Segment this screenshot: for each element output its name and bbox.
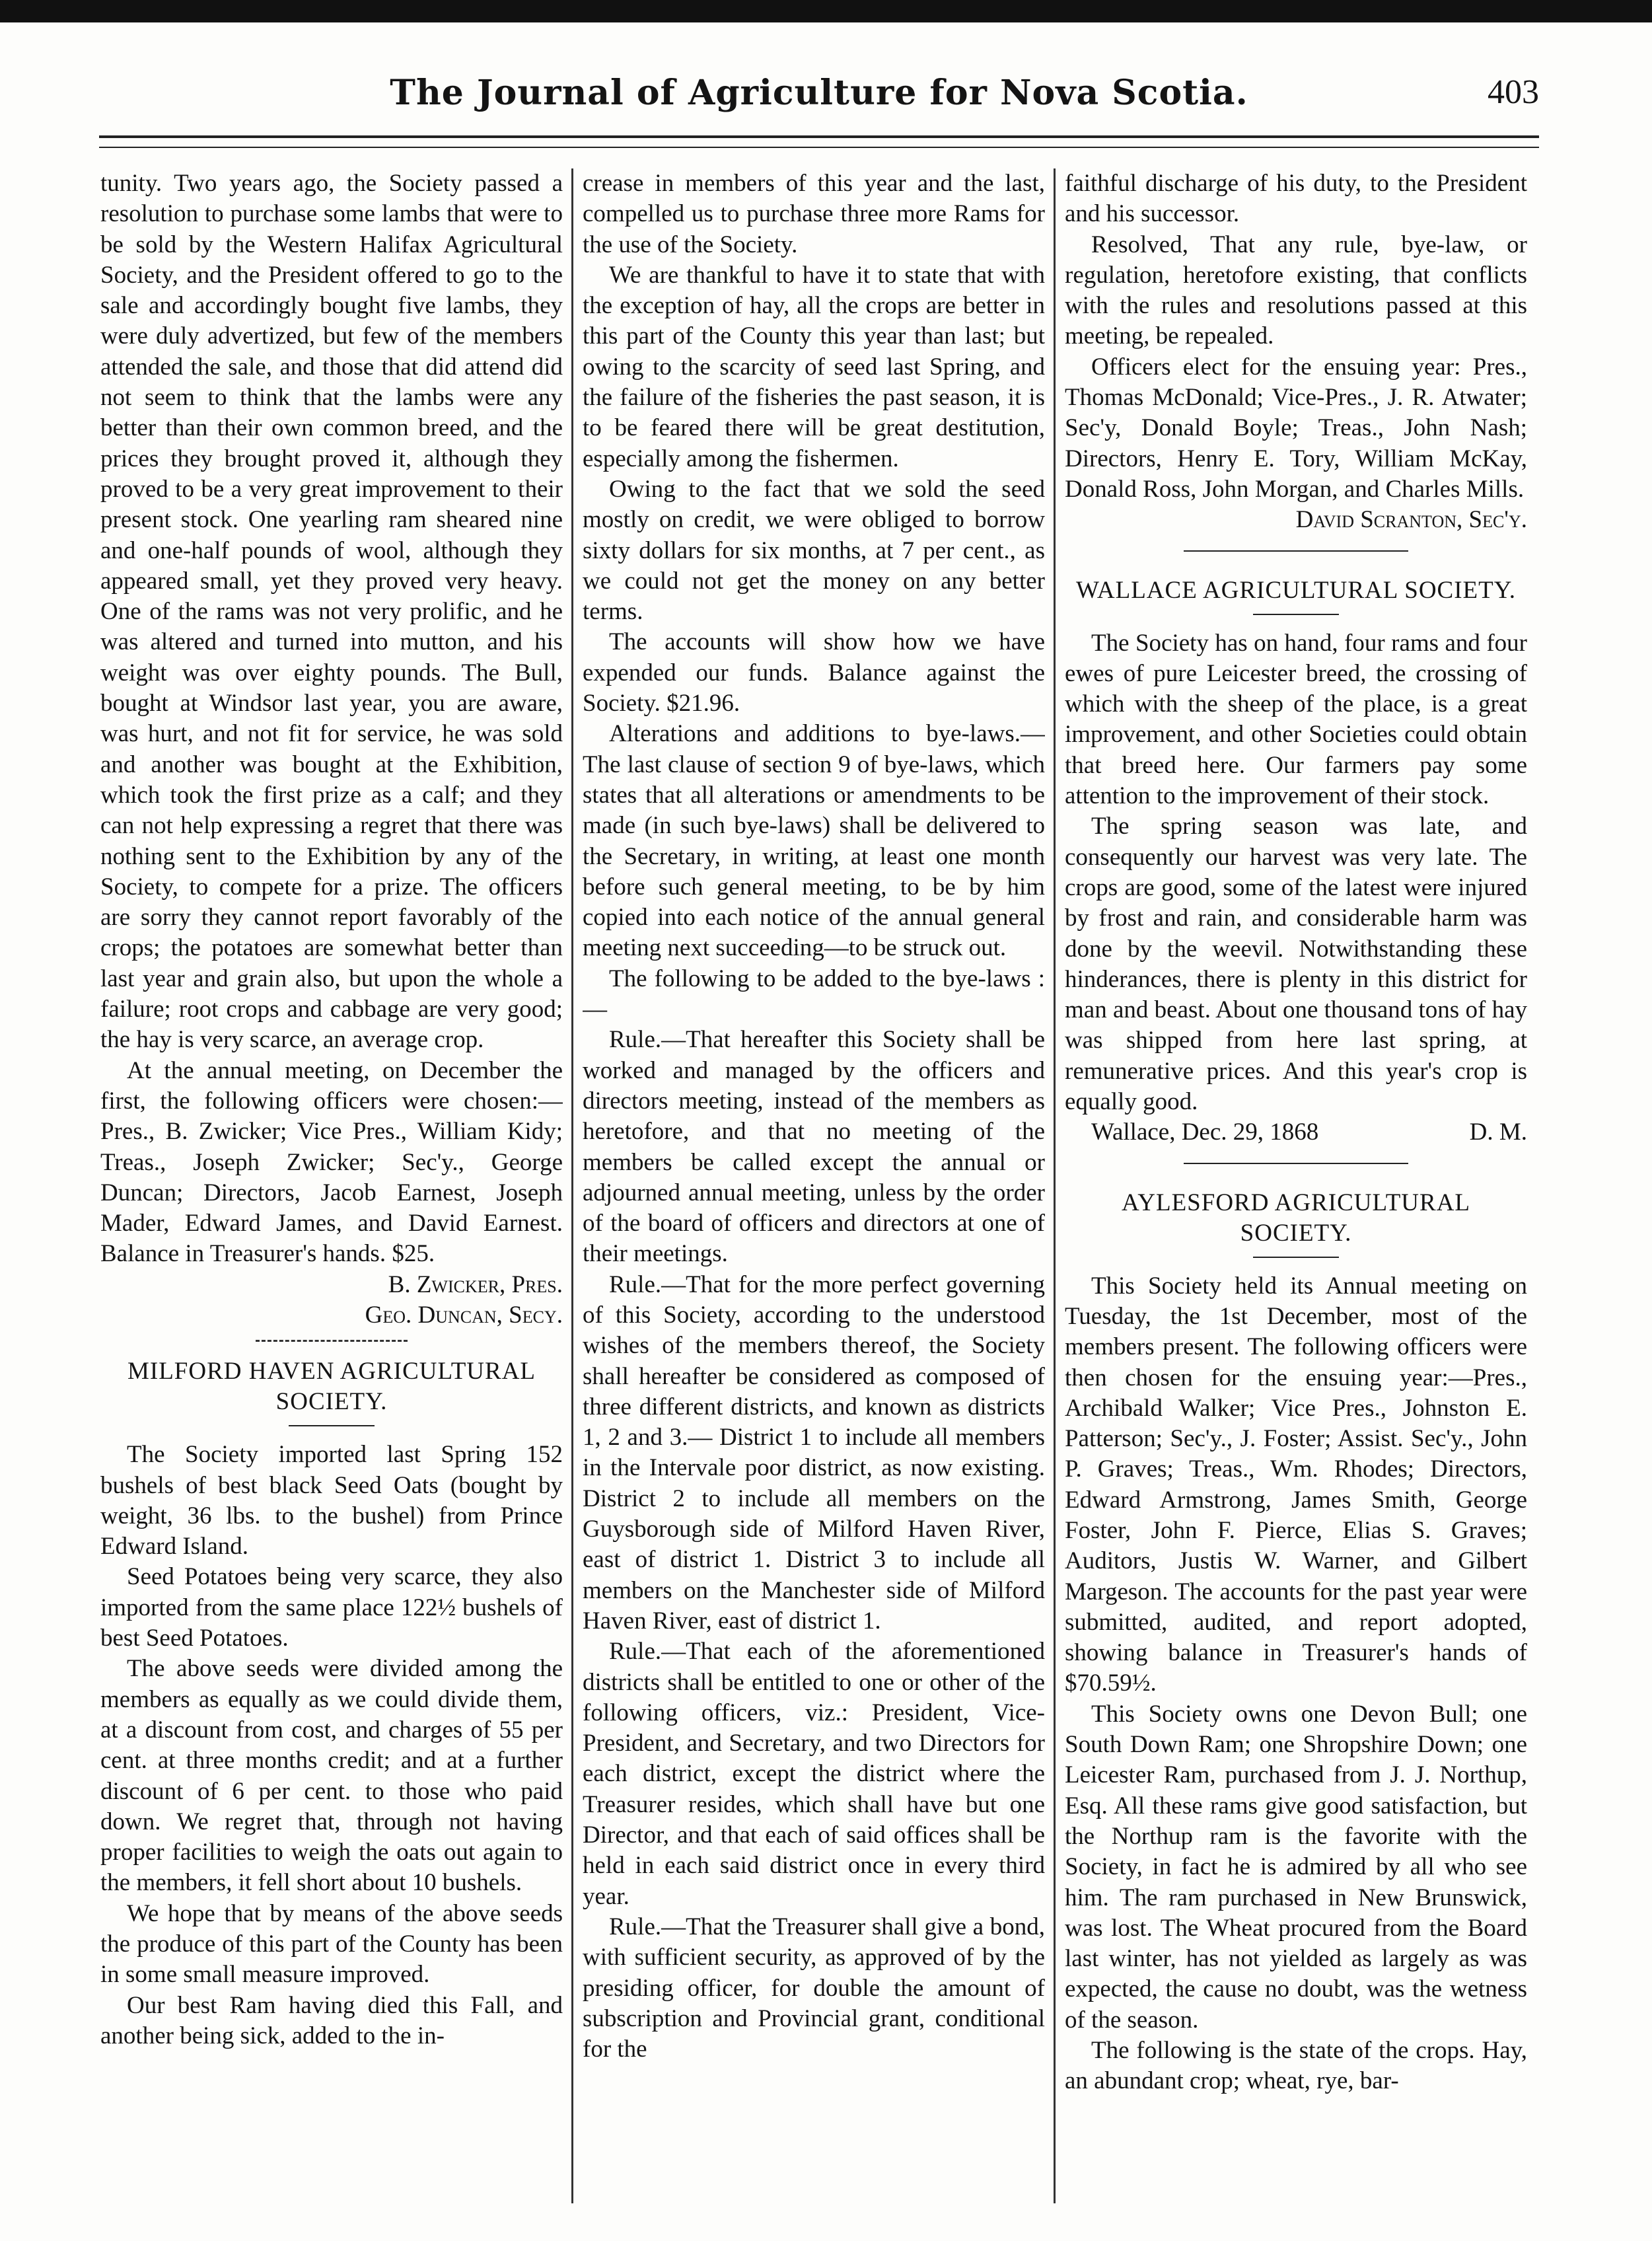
- heading-rule: [1253, 1257, 1339, 1258]
- paragraph: The following to be added to the bye-laws :—: [583, 965, 1045, 1023]
- section-divider: [1184, 1163, 1408, 1164]
- paragraph: Rule.—That hereafter this Society shall be worked and managed by the officers and directors meeting, instead of the members as heretofore, and that no meeting of the members be called except the annual or adjourned annual meeting, unless by the order of the board of officers and directors at one of their meetings.: [583, 1026, 1045, 1268]
- column-divider: [1054, 168, 1056, 2203]
- paragraph: Alterations and additions to bye-laws.— The last clause of section 9 of bye-laws, which states that all alterations or amendments to be made (in such bye-laws) shall be delivered to the Secretary, in writing, at least one month before such general meeting, to be by him copied into each notice of the annual general meeting next succeeding—to be struck out.: [583, 720, 1045, 962]
- dateline: [1065, 1117, 1527, 1148]
- section-divider: [1184, 550, 1408, 552]
- page-number: 403: [1488, 73, 1539, 111]
- paragraph: Officers elect for the ensuing year: Pres., Thomas McDonald; Vice-Pres., J. R. Atwater; Sec'y, Donald Boyle; Treas., John Nash; Directors, Henry E. Tory, William McKay, Donald Ross, John Morgan, and Charles Mills.: [1065, 353, 1527, 503]
- column-1: [100, 168, 563, 2217]
- paragraph: Owing to the fact that we sold the seed mostly on credit, we were obliged to borrow sixty dollars for six months, at 7 per cent., as we could not get the money on any better terms.: [583, 475, 1045, 626]
- author-initials: D. M.: [1469, 1119, 1527, 1146]
- section-heading: MILFORD HAVEN AGRICULTURAL SOCIETY.: [127, 1358, 536, 1416]
- running-title: The Journal of Agriculture for Nova Scotia.: [390, 73, 1248, 113]
- section-divider: [256, 1340, 408, 1342]
- heading-rule: [1253, 614, 1339, 615]
- heading-rule: [289, 1425, 375, 1426]
- paragraph: We are thankful to have it to state that with the exception of hay, all the crops are better in this part of the County this year than last; but owing to the scarcity of seed last Spring, and the failure of the fisheries the past season, it is to be feared there will be great destitution, especially among the fishermen.: [583, 261, 1045, 472]
- column-2: [583, 168, 1045, 2217]
- paragraph: The Society imported last Spring 152 bushels of best black Seed Oats (bought by weight, 36 lbs. to the bushel) from Prince Edward Island.: [100, 1441, 563, 1561]
- dateline-place-date: Wallace, Dec. 29, 1868: [1091, 1119, 1319, 1146]
- signature: Geo. Duncan, Secy.: [365, 1301, 563, 1329]
- column-divider: [571, 168, 573, 2203]
- paragraph: We hope that by means of the above seeds the produce of this part of the County has been in some small measure improved.: [100, 1899, 563, 1989]
- paragraph: This Society held its Annual meeting on Tuesday, the 1st December, most of the members present. The following officers were then chosen for the ensuing year:—Pres., Archibald Walker; Vice Pres., Johnston E. Patterson; Sec'y., J. Foster; Assist. Sec'y., John P. Graves; Treas., Wm. Rhodes; Directors, Edward Armstrong, James Smith, George Foster, John F. Pierce, Elias S. Graves; Auditors, Justis W. Warner, and Gilbert Margeson. The accounts for the past year were submitted, audited, and report adopted, showing balance in Treasurer's hands of $70.59½.: [1065, 1272, 1527, 1697]
- paragraph: crease in members of this year and the last, compelled us to purchase three more Rams for the use of the Society.: [583, 170, 1045, 258]
- paragraph: The above seeds were divided among the members as equally as we could divide them, at a discount from cost, and charges of 55 per cent. at three months credit; and at a further discount of 6 per cent. to those who paid down. We regret that, through not having proper facilities to weigh the oats out again to the members, it fell short about 10 bushels.: [100, 1655, 563, 1897]
- header-rule-thick: [99, 135, 1539, 138]
- section-heading: WALLACE AGRICULTURAL SOCIETY.: [1076, 576, 1516, 604]
- top-border-rule: [0, 0, 1652, 22]
- paragraph: This Society owns one Devon Bull; one South Down Ram; one Shropshire Down; one Leicester Ram, purchased from J. J. Northup, Esq. All these rams give good satisfaction, but the Northup ram is the favorite with the Society, in fact he is admired by all who see him. The ram purchased in New Brunswick, was lost. The Wheat procured from the Board last winter, has not yielded as largely as was expected, the cause no doubt, was the wetness of the season.: [1065, 1700, 1527, 2034]
- paragraph: Rule.—That each of the aforementioned districts shall be entitled to one or other of the following officers, viz.: President, Vice-President, and Secretary, and two Directors for each district, except the district where the Treasurer resides, which shall have but one Director, and that each of said offices shall be held in each said district once in every third year.: [583, 1638, 1045, 1910]
- paragraph: The Society has on hand, four rams and four ewes of pure Leicester breed, the crossing of which with the sheep of the place, is a great improvement, and other Societies could obtain that breed here. Our farmers pay some attention to the improvement of their stock.: [1065, 629, 1527, 810]
- signature: B. Zwicker, Pres.: [388, 1270, 563, 1298]
- header-rule-thin: [99, 147, 1539, 148]
- paragraph: Seed Potatoes being very scarce, they also imported from the same place 122½ bushels of best Seed Potatoes.: [100, 1563, 563, 1652]
- signature: David Scranton, Sec'y.: [1295, 506, 1527, 534]
- paragraph: Rule.—That for the more perfect governing of this Society, according to the understood wishes of the members thereof, the Society shall hereafter be considered as composed of three different districts, and known as districts 1, 2 and 3.— District 1 to include all members in the Intervale poor district, as now existing. District 2 to include all members on the Guysborough side of Milford Haven River, east of district 1. District 3 to include all members on the Manchester side of Milford Haven River, east of district 1.: [583, 1270, 1045, 1635]
- page-header: [99, 73, 1539, 126]
- section-heading: AYLESFORD AGRICULTURAL SOCIETY.: [1121, 1189, 1471, 1247]
- paragraph: The following is the state of the crops. Hay, an abundant crop; wheat, rye, bar-: [1065, 2037, 1527, 2095]
- paragraph: Our best Ram having died this Fall, and another being sick, added to the in-: [100, 1991, 563, 2049]
- paragraph: The accounts will show how we have expended our funds. Balance against the Society. $21.96.: [583, 628, 1045, 717]
- paragraph: faithful discharge of his duty, to the President and his successor.: [1065, 170, 1527, 228]
- paragraph: At the annual meeting, on December the first, the following officers were chosen:—Pres., B. Zwicker; Vice Pres., William Kidy; Treas., Joseph Zwicker; Sec'y., George Duncan; Directors, Jacob Earnest, Joseph Mader, Edward James, and David Earnest. Balance in Treasurer's hands. $25.: [100, 1056, 563, 1268]
- paragraph: The spring season was late, and consequently our harvest was very late. The crops are good, some of the latest were injured by frost and rain, and considerable harm was done by the weevil. Notwithstanding these hinderances, there is plenty in this district for man and beast. About one thousand tons of hay was shipped from here last spring, at remunerative prices. And this year's crop is equally good.: [1065, 813, 1527, 1116]
- column-3: [1065, 168, 1527, 2217]
- paragraph: Resolved, That any rule, bye-law, or regulation, heretofore existing, that conflicts with the rules and resolutions passed at this meeting, be repealed.: [1065, 231, 1527, 350]
- paragraph: Rule.—That the Treasurer shall give a bond, with sufficient security, as approved of by the presiding officer, for double the amount of subscription and Provincial grant, conditional for the: [583, 1913, 1045, 2063]
- paragraph: tunity. Two years ago, the Society passed a resolution to purchase some lambs that were to be sold by the Western Halifax Agricultural Society, and the President offered to go to the sale and accordingly bought five lambs, they were duly advertized, but few of the members attended the sale, and those that did attend did not seem to think that the lambs were any better than their own common breed, and the prices they brought proved it, although they proved to be a very great improvement to their present stock. One yearling ram sheared nine and one-half pounds of wool, although they appeared small, yet they proved very heavy. One of the rams was not very prolific, and he was altered and turned into mutton, and his weight was over eighty pounds. The Bull, bought at Windsor last year, you are aware, was hurt, and not fit for service, he was sold and another was bought at the Exhibition, which took the first prize as a calf; and they can not help expressing a regret that there was nothing sent to the Exhibition by any of the Society, to compete for a prize. The officers are sorry they cannot report favorably of the crops; the potatoes are somewhat better than last year and grain also, but upon the whole a failure; root crops and cabbage are very good; the hay is very scarce, an average crop.: [100, 170, 563, 1054]
